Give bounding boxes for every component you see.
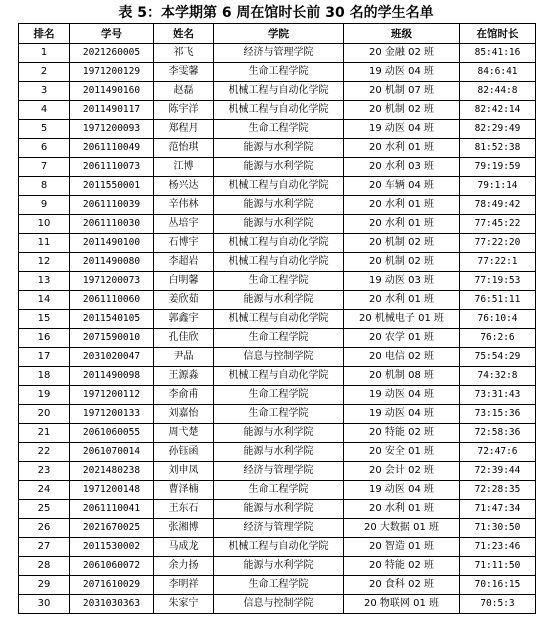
table-row [19,291,536,310]
student-id-cell: 1971200129 [70,63,154,82]
rank-cell: 23 [19,462,70,481]
duration-cell: 72:58:36 [460,424,536,443]
rank-cell: 14 [19,291,70,310]
student-id-cell: 2061060072 [70,557,154,576]
college-cell: 机械工程与自动化学院 [214,367,344,386]
name-cell: 姜欣茹 [154,291,214,310]
student-id-cell: 2061070014 [70,443,154,462]
college-cell: 能源与水利学院 [214,215,344,234]
rank-cell: 3 [19,82,70,101]
class-cell: 20 农学 01 班 [344,329,460,348]
college-cell: 经济与管理学院 [214,462,344,481]
class-cell: 20 机制 02 班 [344,101,460,120]
college-cell: 机械工程与自动化学院 [214,234,344,253]
rank-cell: 29 [19,576,70,595]
class-cell: 20 机制 08 班 [344,367,460,386]
student-id-cell: 2011540105 [70,310,154,329]
class-cell: 20 水利 01 班 [344,291,460,310]
class-cell: 20 机械电子 01 班 [344,310,460,329]
rank-cell: 27 [19,538,70,557]
student-id-cell: 2071590010 [70,329,154,348]
rank-cell: 25 [19,500,70,519]
college-cell: 信息与控制学院 [214,348,344,367]
class-cell: 20 水利 01 班 [344,500,460,519]
duration-cell: 82:42:14 [460,101,536,120]
class-cell: 20 机制 02 班 [344,253,460,272]
table-row [19,500,536,519]
duration-cell: 70:16:15 [460,576,536,595]
class-cell: 20 机制 07 班 [344,82,460,101]
class-cell: 20 水利 01 班 [344,215,460,234]
student-id-cell: 2061110049 [70,139,154,158]
rank-cell: 20 [19,405,70,424]
header-rank: 排名 [19,24,70,44]
rank-cell: 28 [19,557,70,576]
table-row [19,158,536,177]
student-id-cell: 2011490098 [70,367,154,386]
college-cell: 生命工程学院 [214,63,344,82]
student-id-cell: 2031030363 [70,595,154,614]
duration-cell: 85:41:16 [460,44,536,63]
class-cell: 20 机制 02 班 [344,234,460,253]
student-id-cell: 1971200073 [70,272,154,291]
class-cell: 20 水利 01 班 [344,139,460,158]
student-id-cell: 2011550001 [70,177,154,196]
name-cell: 祁飞 [154,44,214,63]
college-cell: 能源与水利学院 [214,196,344,215]
name-cell: 赵磊 [154,82,214,101]
name-cell: 孔佳欣 [154,329,214,348]
rank-cell: 5 [19,120,70,139]
rank-cell: 24 [19,481,70,500]
duration-cell: 70:5:3 [460,595,536,614]
table-row [19,386,536,405]
name-cell: 刘申凤 [154,462,214,481]
rank-cell: 16 [19,329,70,348]
name-cell: 李雯馨 [154,63,214,82]
header-class: 班级 [344,24,460,44]
class-cell: 19 动医 04 班 [344,386,460,405]
name-cell: 余力扬 [154,557,214,576]
student-id-cell: 2061110039 [70,196,154,215]
student-id-cell: 2061110060 [70,291,154,310]
table-row [19,120,536,139]
header-duration: 在馆时长 [460,24,536,44]
college-cell: 能源与水利学院 [214,139,344,158]
table-row [19,424,536,443]
table-row [19,44,536,63]
student-id-cell: 2011490117 [70,101,154,120]
college-cell: 能源与水利学院 [214,443,344,462]
duration-cell: 76:10:4 [460,310,536,329]
name-cell: 杨兴达 [154,177,214,196]
table-row [19,519,536,538]
college-cell: 机械工程与自动化学院 [214,538,344,557]
name-cell: 辛伟林 [154,196,214,215]
name-cell: 王源淼 [154,367,214,386]
table-row [19,82,536,101]
duration-cell: 77:45:22 [460,215,536,234]
rank-cell: 10 [19,215,70,234]
student-id-cell: 2071610029 [70,576,154,595]
college-cell: 机械工程与自动化学院 [214,177,344,196]
name-cell: 李明祥 [154,576,214,595]
college-cell: 生命工程学院 [214,481,344,500]
duration-cell: 77:22:20 [460,234,536,253]
rank-cell: 22 [19,443,70,462]
college-cell: 生命工程学院 [214,576,344,595]
header-college: 学院 [214,24,344,44]
table-row [19,329,536,348]
college-cell: 生命工程学院 [214,272,344,291]
class-cell: 20 食科 02 班 [344,576,460,595]
name-cell: 尹晶 [154,348,214,367]
duration-cell: 71:30:50 [460,519,536,538]
duration-cell: 78:49:42 [460,196,536,215]
rank-cell: 6 [19,139,70,158]
table-row [19,196,536,215]
student-id-cell: 2031020047 [70,348,154,367]
duration-cell: 76:2:6 [460,329,536,348]
table-row [19,462,536,481]
name-cell: 丛培宇 [154,215,214,234]
student-id-cell: 2011530002 [70,538,154,557]
duration-cell: 75:54:29 [460,348,536,367]
college-cell: 经济与管理学院 [214,519,344,538]
student-id-cell: 1971200112 [70,386,154,405]
duration-cell: 73:31:43 [460,386,536,405]
rank-cell: 11 [19,234,70,253]
duration-cell: 72:28:35 [460,481,536,500]
student-id-cell: 2011490160 [70,82,154,101]
college-cell: 机械工程与自动化学院 [214,101,344,120]
college-cell: 能源与水利学院 [214,424,344,443]
class-cell: 20 特能 02 班 [344,557,460,576]
duration-cell: 71:11:50 [460,557,536,576]
rank-cell: 8 [19,177,70,196]
rank-cell: 12 [19,253,70,272]
name-cell: 马成龙 [154,538,214,557]
table-row [19,481,536,500]
rank-cell: 4 [19,101,70,120]
rank-cell: 21 [19,424,70,443]
table-row [19,443,536,462]
student-id-cell: 2011490100 [70,234,154,253]
duration-cell: 82:44:8 [460,82,536,101]
college-cell: 机械工程与自动化学院 [214,253,344,272]
class-cell: 19 动医 04 班 [344,63,460,82]
table-row [19,234,536,253]
duration-cell: 73:15:36 [460,405,536,424]
table-caption: 表 5：本学期第 6 周在馆时长前 30 名的学生名单 [118,5,434,21]
duration-cell: 79:1:14 [460,177,536,196]
class-cell: 20 智造 01 班 [344,538,460,557]
table-row [19,576,536,595]
class-cell: 20 电信 02 班 [344,348,460,367]
student-id-cell: 2021480238 [70,462,154,481]
student-id-cell: 2061110030 [70,215,154,234]
class-cell: 20 特能 02 班 [344,424,460,443]
college-cell: 生命工程学院 [214,405,344,424]
header-student-id: 学号 [70,24,154,44]
class-cell: 20 会计 02 班 [344,462,460,481]
header-name: 姓名 [154,24,214,44]
duration-cell: 72:39:44 [460,462,536,481]
table-row [19,253,536,272]
rank-cell: 7 [19,158,70,177]
student-id-cell: 2061060055 [70,424,154,443]
name-cell: 李超岩 [154,253,214,272]
name-cell: 白明馨 [154,272,214,291]
name-cell: 朱家宁 [154,595,214,614]
student-id-cell: 2021260005 [70,44,154,63]
table-row [19,538,536,557]
name-cell: 刘嘉怡 [154,405,214,424]
table-row [19,272,536,291]
duration-cell: 82:29:49 [460,120,536,139]
name-cell: 周弋楚 [154,424,214,443]
rank-cell: 1 [19,44,70,63]
student-id-cell: 1971200093 [70,120,154,139]
table-row [19,63,536,82]
table-row [19,348,536,367]
table-row [19,215,536,234]
class-cell: 20 车辆 04 班 [344,177,460,196]
college-cell: 生命工程学院 [214,120,344,139]
class-cell: 20 水利 03 班 [344,158,460,177]
rank-cell: 15 [19,310,70,329]
duration-cell: 81:52:38 [460,139,536,158]
college-cell: 能源与水利学院 [214,557,344,576]
table-body [19,44,536,614]
table-row [19,367,536,386]
duration-cell: 77:19:53 [460,272,536,291]
rank-cell: 18 [19,367,70,386]
duration-cell: 79:19:59 [460,158,536,177]
table-row [19,557,536,576]
name-cell: 张湘博 [154,519,214,538]
college-cell: 机械工程与自动化学院 [214,310,344,329]
duration-cell: 84:6:41 [460,63,536,82]
college-cell: 能源与水利学院 [214,158,344,177]
name-cell: 范怡琪 [154,139,214,158]
rank-cell: 9 [19,196,70,215]
student-id-cell: 1971200133 [70,405,154,424]
class-cell: 19 动医 04 班 [344,481,460,500]
duration-cell: 76:51:11 [460,291,536,310]
header-row [19,24,536,44]
duration-cell: 71:47:34 [460,500,536,519]
rank-cell: 13 [19,272,70,291]
college-cell: 能源与水利学院 [214,291,344,310]
rank-cell: 2 [19,63,70,82]
name-cell: 陈宇洋 [154,101,214,120]
class-cell: 20 金融 02 班 [344,44,460,63]
student-id-cell: 1971200148 [70,481,154,500]
rank-cell: 26 [19,519,70,538]
class-cell: 20 物联网 01 班 [344,595,460,614]
duration-cell: 74:32:8 [460,367,536,386]
name-cell: 石博宇 [154,234,214,253]
class-cell: 19 动医 03 班 [344,272,460,291]
rank-cell: 19 [19,386,70,405]
duration-cell: 72:47:6 [460,443,536,462]
rank-cell: 17 [19,348,70,367]
table-row [19,101,536,120]
rank-cell: 30 [19,595,70,614]
name-cell: 郭鑫宇 [154,310,214,329]
class-cell: 20 安全 01 班 [344,443,460,462]
table-row [19,405,536,424]
duration-cell: 71:23:46 [460,538,536,557]
college-cell: 机械工程与自动化学院 [214,82,344,101]
class-cell: 20 大数据 01 班 [344,519,460,538]
table-row [19,177,536,196]
student-id-cell: 2021670025 [70,519,154,538]
student-id-cell: 2011490080 [70,253,154,272]
student-id-cell: 2061110073 [70,158,154,177]
name-cell: 江博 [154,158,214,177]
college-cell: 生命工程学院 [214,386,344,405]
table-row [19,139,536,158]
table-row [19,595,536,614]
class-cell: 19 动医 04 班 [344,120,460,139]
class-cell: 20 水利 01 班 [344,196,460,215]
name-cell: 王东石 [154,500,214,519]
name-cell: 孙钰函 [154,443,214,462]
college-cell: 生命工程学院 [214,329,344,348]
student-id-cell: 2061110041 [70,500,154,519]
college-cell: 信息与控制学院 [214,595,344,614]
name-cell: 李俞甫 [154,386,214,405]
ranking-table [18,23,536,614]
class-cell: 19 动医 04 班 [344,405,460,424]
duration-cell: 77:22:1 [460,253,536,272]
name-cell: 曹泽楠 [154,481,214,500]
college-cell: 能源与水利学院 [214,500,344,519]
college-cell: 经济与管理学院 [214,44,344,63]
name-cell: 郑程月 [154,120,214,139]
table-row [19,310,536,329]
